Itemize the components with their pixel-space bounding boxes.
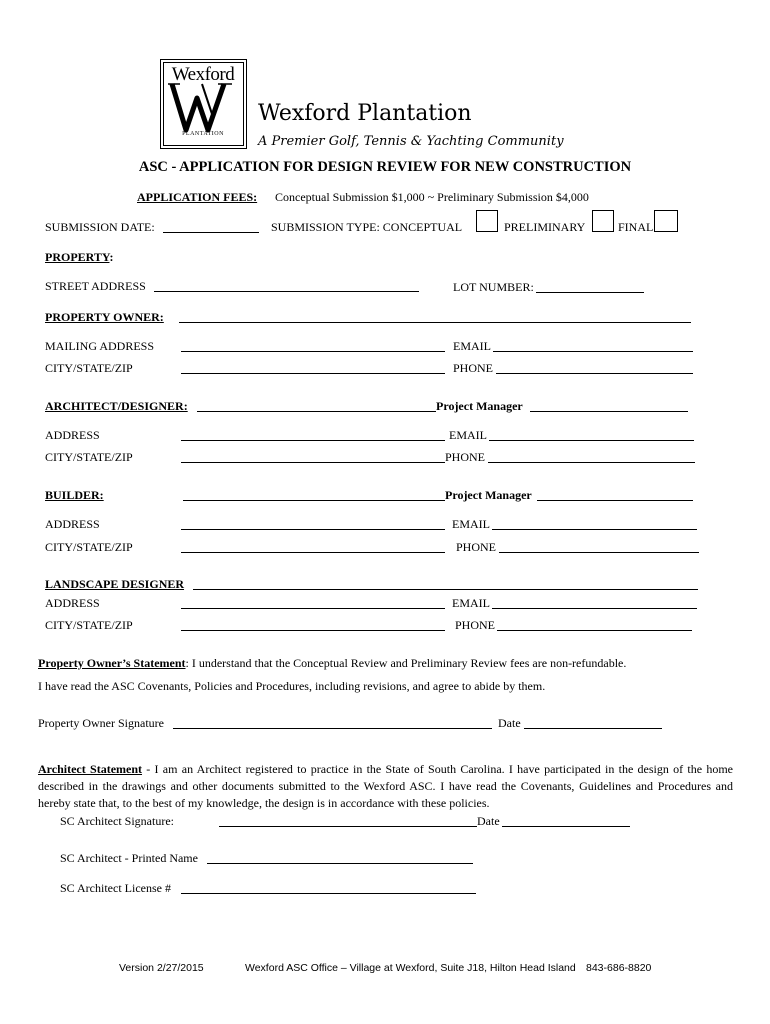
architect-printed-name-label: SC Architect - Printed Name xyxy=(60,851,198,865)
architect-heading: ARCHITECT/DESIGNER: xyxy=(45,399,188,413)
final-checkbox[interactable] xyxy=(654,210,678,232)
logo-wordmark: Wexford xyxy=(171,64,235,85)
builder-pm-field[interactable] xyxy=(537,500,693,501)
architect-email-label: EMAIL xyxy=(449,428,487,442)
architect-pm-label: Project Manager xyxy=(436,399,523,413)
conceptual-checkbox[interactable] xyxy=(476,210,498,232)
owner-phone-label: PHONE xyxy=(453,361,494,375)
owner-phone-field[interactable] xyxy=(496,373,693,374)
final-label: FINAL xyxy=(618,220,654,234)
architect-date-field[interactable] xyxy=(502,826,630,827)
architect-phone-field[interactable] xyxy=(488,462,695,463)
builder-phone-label: PHONE xyxy=(456,540,497,554)
architect-statement-paragraph xyxy=(38,761,733,812)
architect-license-label: SC Architect License # xyxy=(60,881,171,895)
architect-pm-field[interactable] xyxy=(530,411,688,412)
builder-phone-field[interactable] xyxy=(499,552,699,553)
owner-email-field[interactable] xyxy=(493,351,693,352)
architect-address-label: ADDRESS xyxy=(45,428,100,442)
architect-signature-label: SC Architect Signature: xyxy=(60,814,174,828)
fees-text: Conceptual Submission $1,000 ~ Preliminary Submission $4,000 xyxy=(275,190,589,204)
owner-signature-label: Property Owner Signature xyxy=(38,716,164,730)
footer-version: Version 2/27/2015 xyxy=(119,962,204,974)
architect-printed-name-field[interactable] xyxy=(207,863,473,864)
fees-label: APPLICATION FEES: xyxy=(137,190,258,204)
property-heading-text: PROPERTY xyxy=(45,250,110,264)
footer-phone: 843-686-8820 xyxy=(586,962,652,974)
landscape-city-field[interactable] xyxy=(181,630,445,631)
owner-statement-text2: I have read the ASC Covenants, Policies and Procedures, including revisions, and agree to abide by them. xyxy=(38,679,546,693)
architect-city-label: CITY/STATE/ZIP xyxy=(45,450,133,464)
architect-statement-text: - I am an Architect registered to practice in the State of South Carolina. I have participated in the design of the home described in the drawings and other documents submitted to the Wexford ASC. I have read the Covenants, Guidelines and Procedures and hereby state that, to the best of my knowledge, the design is in accordance with these policies. xyxy=(38,762,733,810)
architect-phone-label: PHONE xyxy=(445,450,486,464)
property-owner-heading: PROPERTY OWNER: xyxy=(45,310,164,324)
landscape-email-label: EMAIL xyxy=(452,596,490,610)
builder-city-label: CITY/STATE/ZIP xyxy=(45,540,133,554)
owner-date-label: Date xyxy=(498,716,521,730)
brand-tagline: A Premier Golf, Tennis & Yachting Community xyxy=(258,134,564,149)
form-title: ASC - APPLICATION FOR DESIGN REVIEW FOR NEW CONSTRUCTION xyxy=(138,159,632,175)
street-address-label: STREET ADDRESS xyxy=(45,279,146,293)
builder-heading: BUILDER: xyxy=(45,488,104,502)
street-address-field[interactable] xyxy=(154,291,419,292)
owner-city-label: CITY/STATE/ZIP xyxy=(45,361,133,375)
submission-date-field[interactable] xyxy=(163,232,259,233)
preliminary-label: PRELIMINARY xyxy=(504,220,586,234)
footer-office: Wexford ASC Office – Village at Wexford, Suite J18, Hilton Head Island xyxy=(245,962,576,974)
landscape-phone-label: PHONE xyxy=(455,618,496,632)
architect-city-field[interactable] xyxy=(181,462,445,463)
architect-statement-label: Architect Statement xyxy=(38,762,143,776)
landscape-city-label: CITY/STATE/ZIP xyxy=(45,618,133,632)
owner-mailing-label: MAILING ADDRESS xyxy=(45,339,155,353)
lot-number-field[interactable] xyxy=(536,292,644,293)
architect-name-field[interactable] xyxy=(197,411,436,412)
landscape-phone-field[interactable] xyxy=(497,630,692,631)
owner-city-field[interactable] xyxy=(181,373,445,374)
property-owner-name-field[interactable] xyxy=(179,322,691,323)
submission-type-label: SUBMISSION TYPE: CONCEPTUAL xyxy=(271,220,463,234)
preliminary-checkbox[interactable] xyxy=(592,210,614,232)
landscape-address-field[interactable] xyxy=(181,608,445,609)
owner-email-label: EMAIL xyxy=(453,339,491,353)
owner-statement-label: Property Owner’s Statement xyxy=(38,656,186,670)
builder-name-field[interactable] xyxy=(183,500,445,501)
owner-statement-text1: : I understand that the Conceptual Review and Preliminary Review fees are non-refundable. xyxy=(185,656,627,670)
architect-date-label: Date xyxy=(477,814,500,828)
builder-address-label: ADDRESS xyxy=(45,517,100,531)
builder-email-label: EMAIL xyxy=(452,517,490,531)
architect-signature-field[interactable] xyxy=(219,826,477,827)
property-heading-colon: : xyxy=(109,250,114,264)
architect-address-field[interactable] xyxy=(181,440,445,441)
architect-email-field[interactable] xyxy=(489,440,694,441)
landscape-email-field[interactable] xyxy=(492,608,697,609)
owner-date-field[interactable] xyxy=(524,728,662,729)
landscape-name-field[interactable] xyxy=(193,589,698,590)
builder-city-field[interactable] xyxy=(181,552,445,553)
brand-name: Wexford Plantation xyxy=(258,101,472,126)
owner-mailing-field[interactable] xyxy=(181,351,445,352)
builder-pm-label: Project Manager xyxy=(445,488,532,502)
property-heading xyxy=(45,250,113,265)
logo-w-monogram-icon xyxy=(166,80,240,135)
builder-email-field[interactable] xyxy=(492,529,697,530)
owner-statement-line1 xyxy=(38,656,626,671)
submission-date-label: SUBMISSION DATE: xyxy=(45,220,155,234)
architect-license-field[interactable] xyxy=(181,893,476,894)
owner-signature-field[interactable] xyxy=(173,728,492,729)
builder-address-field[interactable] xyxy=(181,529,445,530)
landscape-address-label: ADDRESS xyxy=(45,596,100,610)
logo-plantation-label: PLANTATION xyxy=(182,131,224,137)
landscape-heading: LANDSCAPE DESIGNER xyxy=(45,577,185,591)
lot-number-label: LOT NUMBER: xyxy=(453,280,534,294)
